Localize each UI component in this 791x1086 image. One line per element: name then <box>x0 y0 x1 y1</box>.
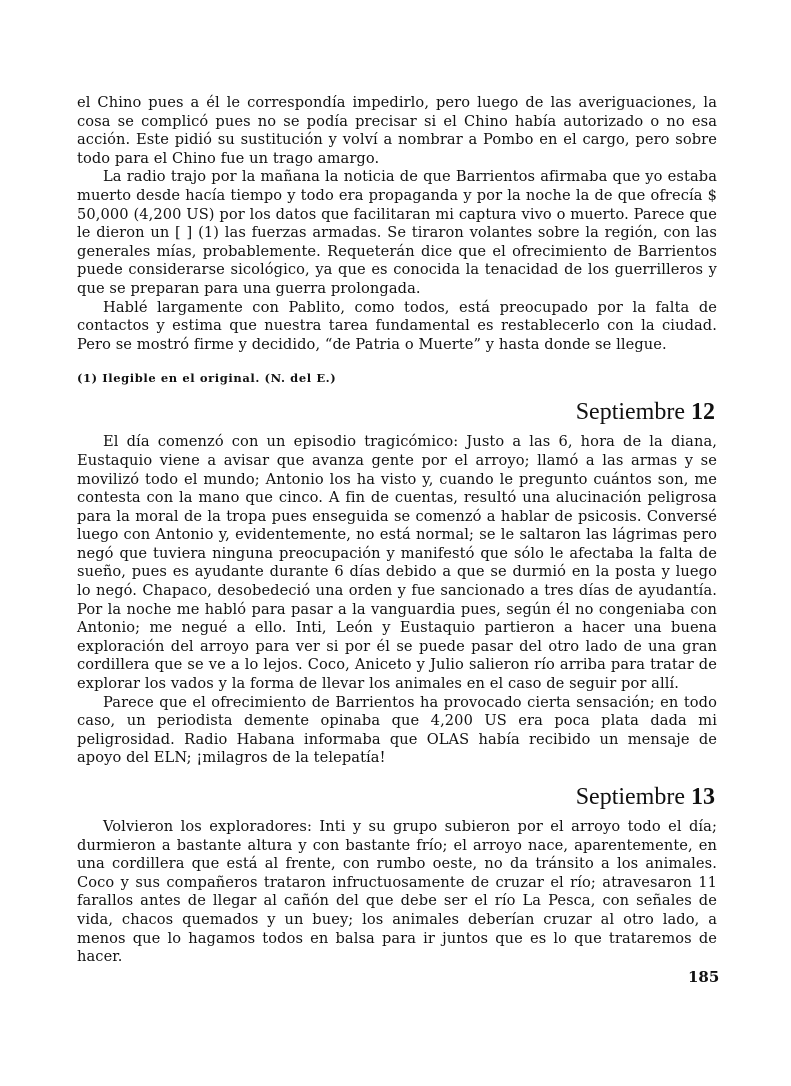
section-heading-sept-13 <box>77 782 715 812</box>
heading-day: 12 <box>691 399 715 426</box>
paragraph: El día comenzó con un episodio tragicómico: Justo a las 6, hora de la diana, Eustaquio viene a avisar que avanza gente por el arroyo; llamó a las armas y se movilizó todo el mundo; Antonio los ha visto y, cuando le pregunto cuántos son, me contesta con la mano que cinco. A fin de cuentas, resultó una alucinación peligrosa para la moral de la tropa pues enseguida se comenzó a hablar de psicosis. Conversé luego con Antonio y, evidentemente, no está normal; se le saltaron las lágrimas pero negó que tuviera ninguna preocupación y manifestó que sólo le afectaba la falta de sueño, pues es ayudante durante 6 días debido a que se durmió en la posta y luego lo negó. Chapaco, desobedeció una orden y fue sancionado a tres días de ayudantía. Por la noche me habló para pasar a la vanguardia pues, según él no congeniaba con Antonio; me negué a ello. Inti, León y Eustaquio partieron a hacer una buena exploración del arroyo para ver si por él se puede pasar del otro lado de una gran cordillera que se ve a lo lejos. Coco, Aniceto y Julio salieron río arriba para tratar de explorar los vados y la forma de llevar los animales en el caso de seguir por allí. <box>77 433 717 693</box>
paragraph: el Chino pues a él le correspondía impedirlo, pero luego de las averiguaciones, la cosa se complicó pues no se podía precisar si el Chino había autorizado o no esa acción. Este pidió su sustitución y volví a nombrar a Pombo en el cargo, pero sobre todo para el Chino fue un trago amargo. <box>77 94 717 167</box>
footnote: (1) Ilegible en el original. (N. del E.) <box>77 371 337 386</box>
paragraph: La radio trajo por la mañana la noticia de que Barrientos afirmaba que yo estaba muerto desde hacía tiempo y todo era propaganda y por la noche la de que ofrecía $ 50,000 (4,200 US) por los datos que facilitaran mi captura vivo o muerto. Parece que le dieron un [ ] (1) las fuerzas armadas. Se tiraron volantes sobre la región, con las generales mías, probablemente. Requeterán dice que el ofrecimiento de Barrientos puede considerarse sicológico, ya que es conocida la tenacidad de los guerrilleros y que se preparan para una guerra prolongada. <box>77 168 717 297</box>
heading-month: Septiembre <box>575 784 685 810</box>
paragraph: Volvieron los exploradores: Inti y su grupo subieron por el arroyo todo el día; durmieron a bastante altura y con bastante frío; el arroyo nace, aparentemente, en una cordillera que está al frente, con rumbo oeste, no da tránsito a los animales. Coco y sus compañeros trataron infructuosamente de cruzar el río; atravesaron 11 farallos antes de llegar al cañón del que debe ser el río La Pesca, con señales de vida, chacos quemados y un buey; los animales deberían cruzar al otro lado, a menos que lo hagamos todos en balsa para ir juntos que es lo que trataremos de hacer. <box>77 818 717 966</box>
heading-day: 13 <box>691 784 715 810</box>
paragraph: Parece que el ofrecimiento de Barrientos ha provocado cierta sensación; en todo caso, un periodista demente opinaba que 4,200 US era poca plata dada mi peligrosidad. Radio Habana informaba que OLAS había recibido un mensaje de apoyo del ELN; ¡milagros de la telepatía! <box>77 693 717 767</box>
page-number: 185 <box>688 968 720 986</box>
book-page <box>77 94 717 967</box>
heading-month: Septiembre <box>575 399 685 426</box>
section-heading-sept-12 <box>77 397 715 427</box>
paragraph: Hablé largamente con Pablito, como todos, está preocupado por la falta de contactos y estima que nuestra tarea fundamental es restablecerlo con la ciudad. Pero se mostró firme y decidido, “de Patria o Muerte” y hasta donde se llegue. <box>77 298 717 353</box>
